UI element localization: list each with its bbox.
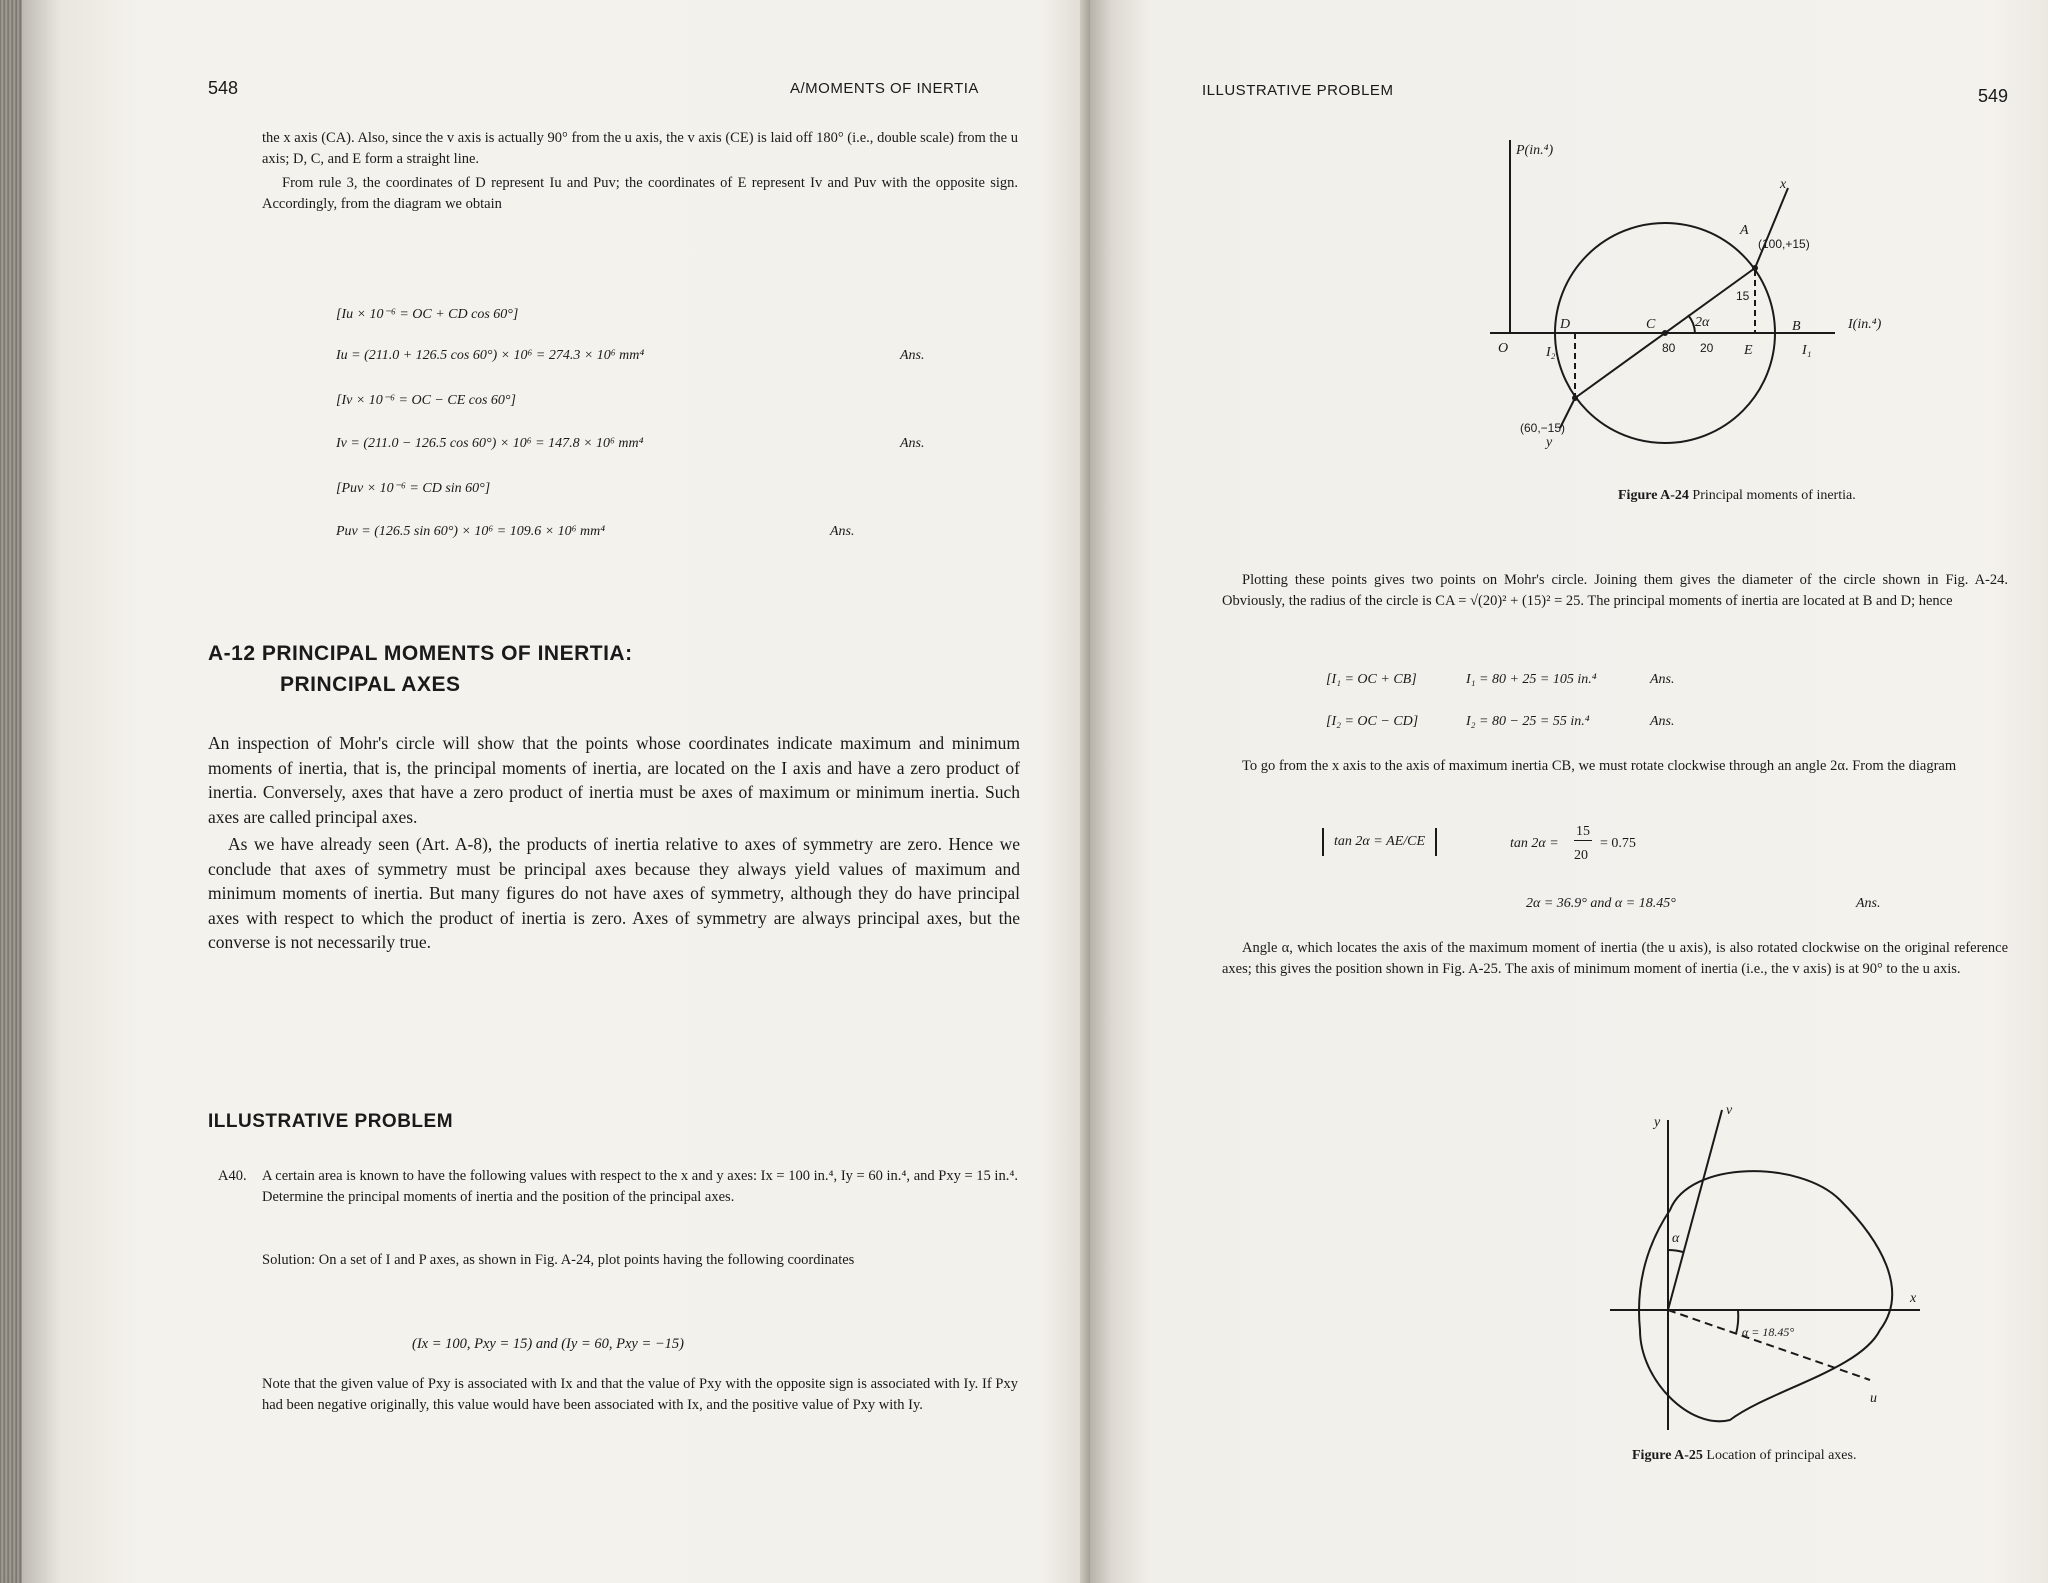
answer-alpha: Ans. [1856, 896, 1881, 911]
principal-axes-figure [1610, 1090, 1940, 1450]
p-axis-label: P(in.⁴) [1516, 143, 1554, 158]
figure-a24-text: Principal moments of inertia. [1692, 488, 1856, 503]
alpha-equation: 2α = 36.9° and α = 18.45° [1526, 896, 1676, 911]
left-intro [262, 128, 1018, 218]
answer-label-1: Ans. [900, 348, 925, 363]
ce-20-label: 20 [1700, 341, 1714, 355]
principal-axes-para1: An inspection of Mohr's circle will show that the points whose coordinates indicate maximum and minimum moments of inertia, that is, the principal moments of inertia, are located on the I axis and have a zero product of inertia. Conversely, axes that have a zero product of inertia must be axes of maximum or minimum inertia. Such axes are called principal axes. [208, 733, 1020, 827]
equation-i1-bracket: [I₁ = OC + CB] [1326, 672, 1417, 687]
left-page-number: 548 [208, 78, 239, 98]
b-label: B [1792, 319, 1801, 334]
page-edges [0, 0, 22, 1583]
right-page [1090, 0, 2048, 1583]
illustrative-problem-title: ILLUSTRATIVE PROBLEM [208, 1111, 454, 1132]
u-axis-label: u [1870, 1391, 1877, 1406]
equation-i2-value: I₂ = 80 − 25 = 55 in.⁴ [1466, 714, 1590, 729]
alpha-label-top: α [1672, 1231, 1680, 1246]
i-axis-label: I(in.⁴) [1848, 317, 1882, 332]
tan-numerator: 15 [1576, 824, 1590, 839]
c-label: C [1646, 317, 1656, 332]
figure-a25-label: Figure A-25 [1632, 1448, 1703, 1463]
ae-15-label: 15 [1736, 289, 1750, 303]
i1-label: I₁ [1802, 343, 1812, 358]
figure-a24-caption [1618, 488, 1856, 504]
y-axis-label: y [1654, 1115, 1661, 1130]
point-coordinates: (Ix = 100, Pxy = 15) and (Iy = 60, Pxy = −15) [412, 1336, 684, 1352]
y-label: y [1546, 435, 1553, 450]
section-body [208, 731, 1020, 958]
alpha-arc-top [1668, 1250, 1683, 1252]
oc-80-label: 80 [1662, 341, 1676, 355]
x-label: x [1780, 177, 1787, 192]
left-running-head: A/MOMENTS OF INERTIA [790, 80, 979, 97]
alpha-value-label: α = 18.45° [1742, 1325, 1795, 1339]
tan-bracket-equation: tan 2α = AE/CE [1322, 828, 1437, 856]
equation-iv-bracket: [Iv × 10⁻⁶ = OC − CE cos 60°] [336, 393, 516, 408]
rule3-paragraph: From rule 3, the coordinates of D represent Iu and Puv; the coordinates of E represent Iv and Puv with the opposite sign. Accordingly, from the diagram we obtain [262, 175, 1018, 212]
principal-axes-para2: As we have already seen (Art. A-8), the products of inertia relative to axes of symmetry are zero. Hence we conclude that axes of symmetry must be principal axes because they always yield values of maximum and minimum moments of inertia. But many figures do not have axes of symmetry, although they do have principal axes with respect to which the product of inertia is zero. Axes of symmetry are always principal axes, but the converse is not necessarily true. [208, 834, 1020, 952]
area-outline [1639, 1171, 1892, 1421]
problem-number: A40. [218, 1168, 247, 1184]
a-coordinate-label: (100,+15) [1758, 237, 1810, 251]
tan-denominator: 20 [1574, 848, 1588, 863]
v-axis-line [1668, 1110, 1722, 1310]
f-coordinate-label: (60,−15) [1520, 421, 1566, 435]
alpha-arc-right [1736, 1310, 1738, 1334]
equation-iu-value: Iu = (211.0 + 126.5 cos 60°) × 10⁶ = 274.3 × 10⁶ mm⁴ [336, 348, 645, 363]
two-alpha-label: 2α [1695, 315, 1710, 330]
equation-puv-bracket: [Puv × 10⁻⁶ = CD sin 60°] [336, 481, 491, 496]
right-page-number: 549 [1978, 86, 2009, 106]
right-para3-block [1222, 938, 2008, 983]
figure-a24-label: Figure A-24 [1618, 488, 1689, 503]
equation-puv-value: Puv = (126.5 sin 60°) × 10⁶ = 109.6 × 10⁶ mm⁴ [336, 524, 606, 539]
u-axis-line [1668, 1310, 1870, 1380]
right-para2: To go from the x axis to the axis of maximum inertia CB, we must rotate clockwise through an angle 2α. From the diagram [1242, 758, 1957, 774]
mohr-circle-figure [1490, 128, 1920, 498]
i2-label: I₂ [1546, 345, 1556, 360]
point-f [1572, 395, 1578, 401]
x-axis-label: x [1910, 1291, 1917, 1306]
origin-label: O [1498, 341, 1509, 356]
tan-lhs: tan 2α = [1510, 836, 1559, 851]
section-title-line2: PRINCIPAL AXES [280, 673, 461, 696]
figure-a25-caption [1632, 1448, 1856, 1464]
intro-paragraph: the x axis (CA). Also, since the v axis is actually 90° from the u axis, the v axis (CE) is laid off 180° (i.e., double scale) from the u axis; D, C, and E form a straight line. [262, 130, 1018, 167]
equation-iu-bracket: [Iu × 10⁻⁶ = OC + CD cos 60°] [336, 307, 519, 322]
right-para1-block [1222, 570, 2008, 615]
answer-label-3: Ans. [830, 524, 855, 539]
equation-iv-value: Iv = (211.0 − 126.5 cos 60°) × 10⁶ = 147.8 × 10⁶ mm⁴ [336, 436, 644, 451]
right-running-head: ILLUSTRATIVE PROBLEM [1202, 82, 1394, 99]
equation-i1-value: I₁ = 80 + 25 = 105 in.⁴ [1466, 672, 1597, 687]
x-axis-extension [1755, 188, 1788, 268]
a-label: A [1740, 223, 1749, 238]
e-label: E [1744, 343, 1753, 358]
note-text: Note that the given value of Pxy is associated with Ix and that the value of Pxy with the opposite sign is associated with Iy. If Pxy had been negative originally, this value would have been associated with Ix, and the positive value of Pxy with Iy. [262, 1376, 1018, 1413]
point-c [1662, 330, 1668, 336]
figure-a25-text: Location of principal axes. [1706, 1448, 1857, 1463]
answer-i2: Ans. [1650, 714, 1675, 729]
angle-arc [1688, 315, 1695, 333]
right-para3: Angle α, which locates the axis of the maximum moment of inertia (the u axis), is also rotated clockwise on the original reference axes; this gives the position shown in Fig. A-25. The axis of minimum moment of inertia (i.e., the v axis) is at 90° to the u axis. [1222, 940, 2008, 977]
v-axis-label: v [1726, 1103, 1733, 1118]
right-para1: Plotting these points gives two points on Mohr's circle. Joining them gives the diameter of the circle shown in Fig. A-24. Obviously, the radius of the circle is CA = √(20)² + (15)² = 25. The principal moments of inertia are located at B and D; hence [1222, 572, 2008, 609]
d-label: D [1560, 317, 1571, 332]
equation-i2-bracket: [I₂ = OC − CD] [1326, 714, 1419, 729]
problem-statement: A certain area is known to have the following values with respect to the x and y axes: Ix = 100 in.⁴, Iy = 60 in.⁴, and Pxy = 15 in.⁴. Determine the principal moments of inertia and the position of the principal axes. [262, 1168, 1018, 1205]
point-a [1752, 265, 1758, 271]
answer-label-2: Ans. [900, 436, 925, 451]
answer-i1: Ans. [1650, 672, 1675, 687]
solution-text: Solution: On a set of I and P axes, as shown in Fig. A-24, plot points having the following coordinates [262, 1252, 855, 1268]
section-title-line1: A-12 PRINCIPAL MOMENTS OF INERTIA: [208, 642, 633, 665]
right-para2-block [1222, 756, 2008, 780]
tan-rhs: = 0.75 [1600, 836, 1636, 851]
